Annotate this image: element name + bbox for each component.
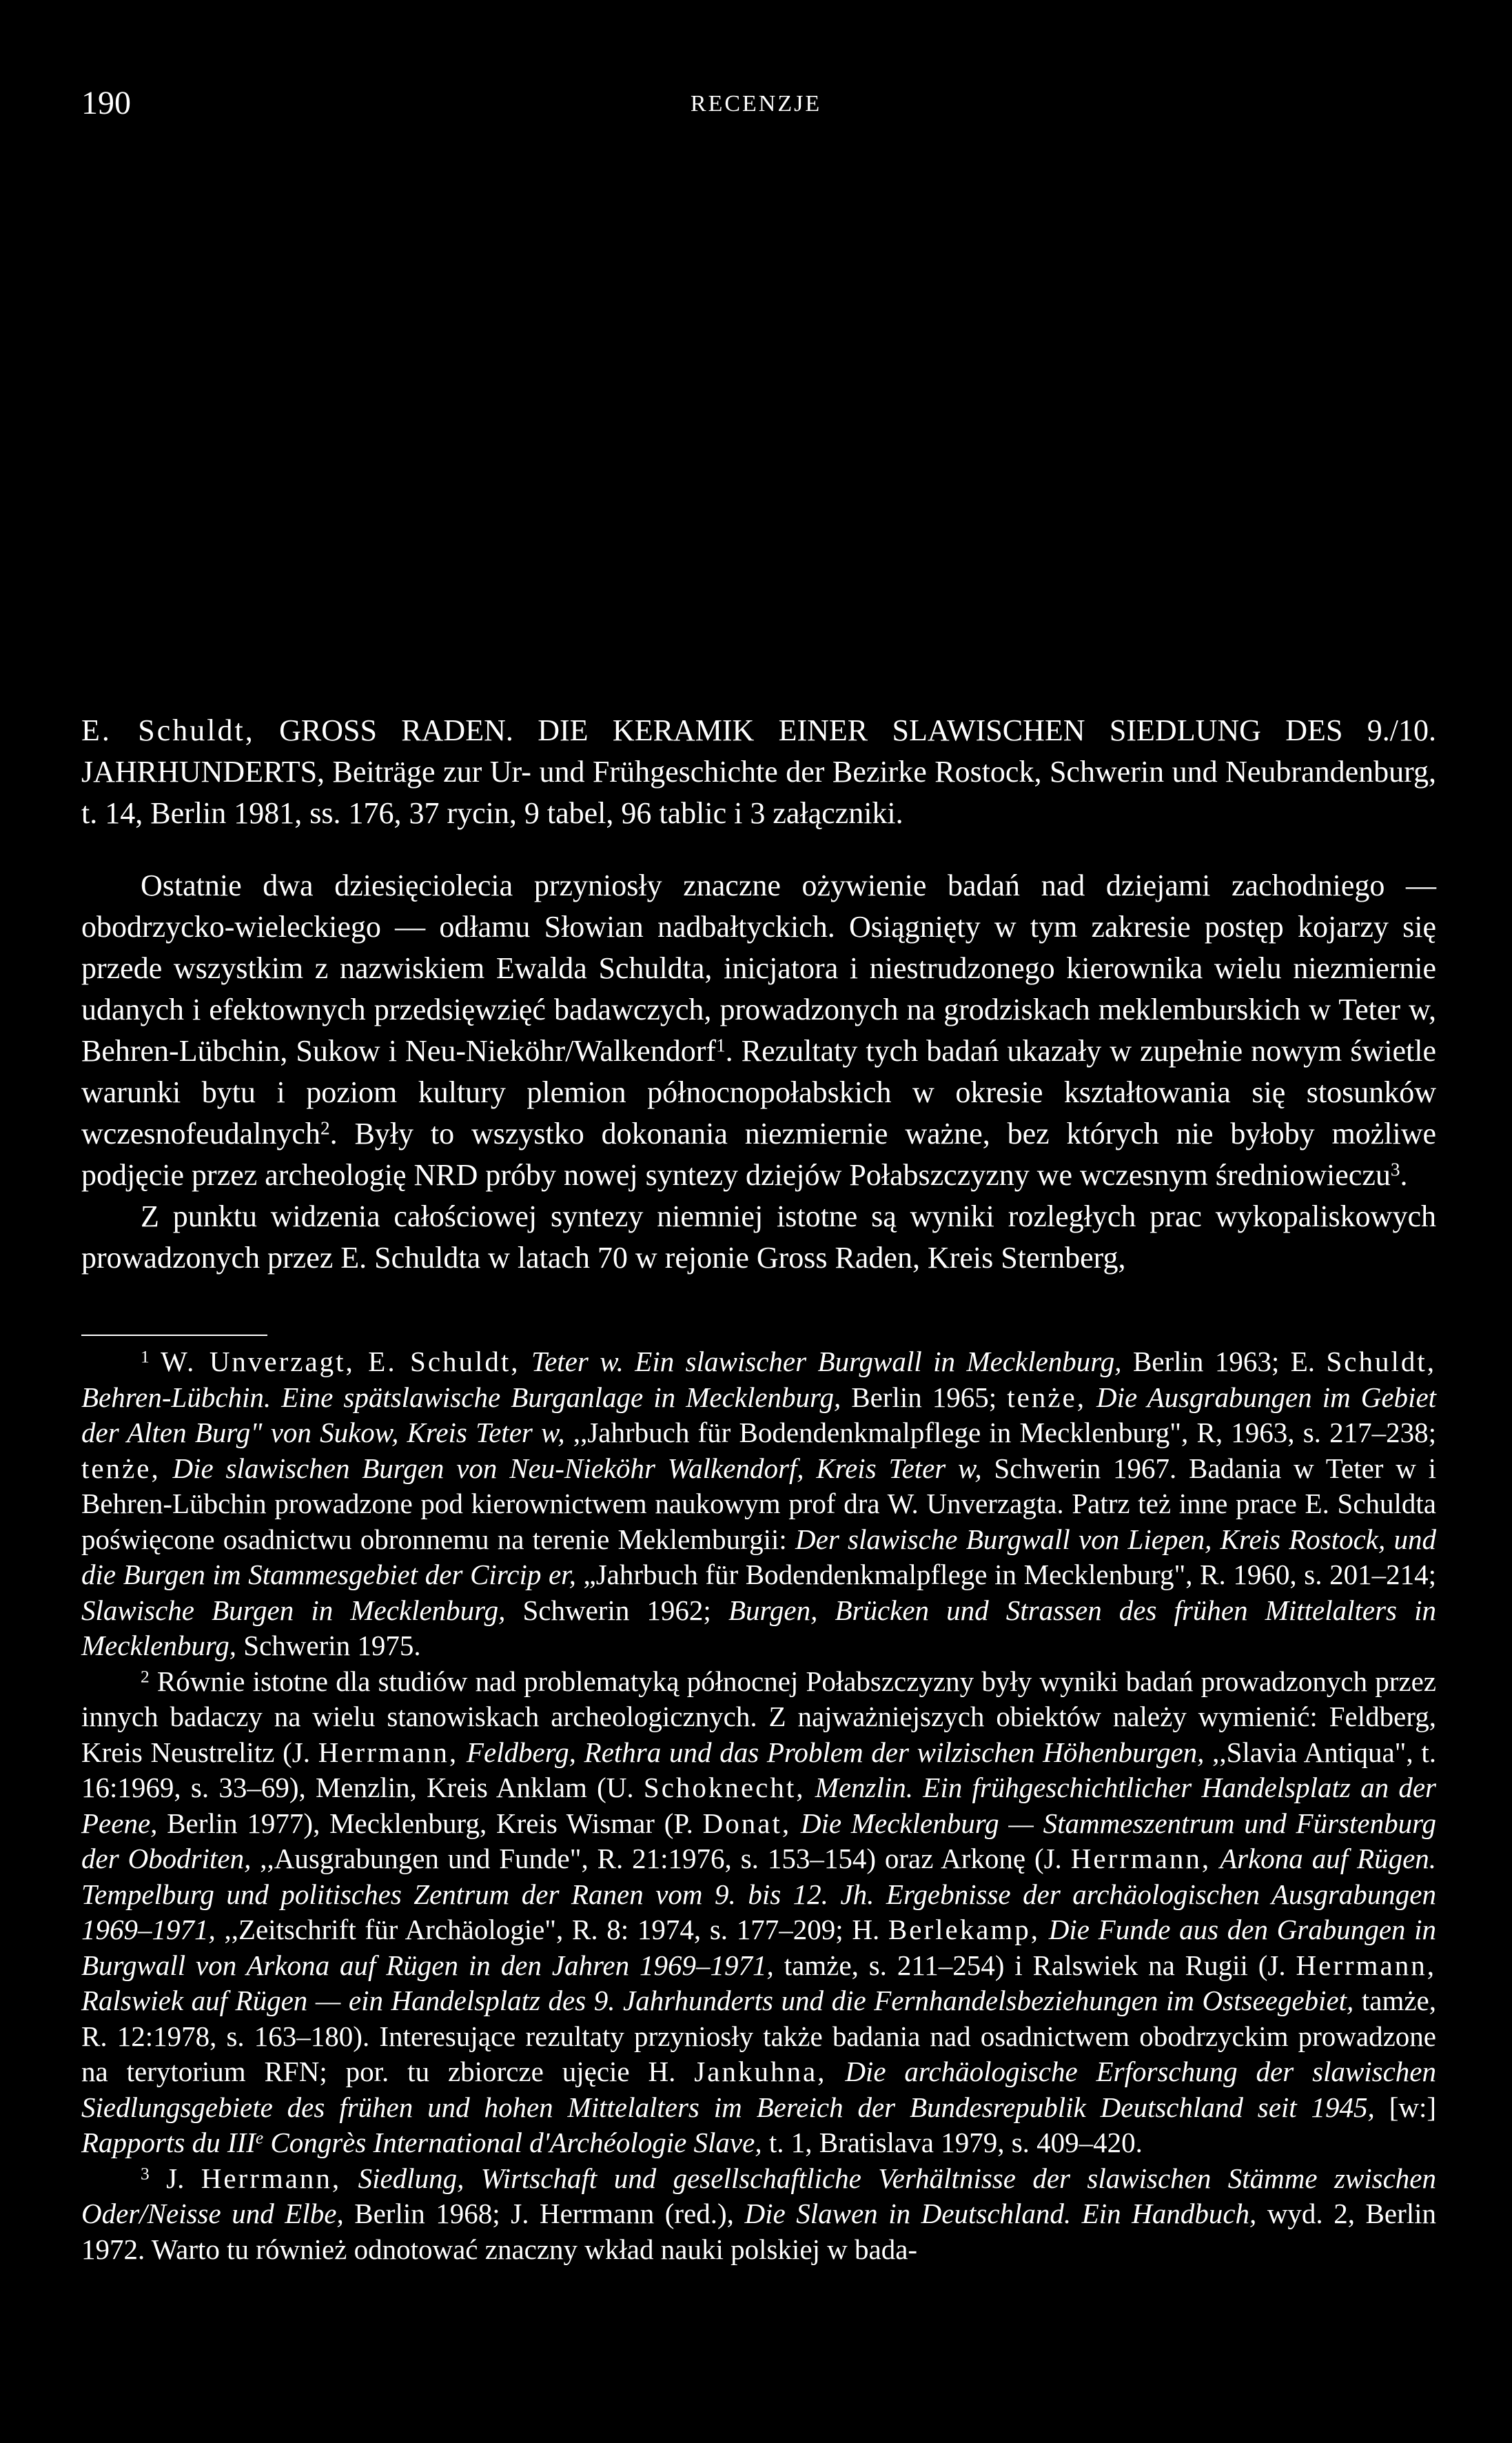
fn-text: „Jahrbuch für Bodendenkmalpflege in Mecklenburg", R. 1960, s. 201–214; [583, 1559, 1436, 1590]
fn-title: Slawische Burgen in Mecklenburg, [81, 1594, 506, 1626]
fn-text: ,,Slavia Antiqua", t. 16:1969, s. 33–69), Menzlin, Kreis Anklam (U. [81, 1736, 1437, 1803]
fn-title: Die Slawen in Deutschland. Ein Handbuch, [744, 2198, 1257, 2229]
fn-author: Herrmann, [1070, 1843, 1212, 1874]
review-citation [81, 710, 1436, 834]
body-text: Ostatnie dwa dziesięciolecia przyniosły znaczne ożywienie badań nad dziejami zachodniego — obodrzycko-wieleckiego — odłamu Słowian nadbałtyckich. Osiągnięty w tym zakresie postęp kojarzy się przede wszystkim z nazwiskiem Ewalda Schuldta, inicjatora i niestrudzonego kierownika wielu niezmiernie udanych i efektownych przedsięwzięć badawczych, prowadzonych na grodziskach meklemburskich w Teter w, Behren-Lübchin, Sukow i Neu-Nieköhr/Walkendorf [81, 869, 1436, 1068]
running-head: RECENZJE [690, 91, 822, 116]
body-text: . Były to wszystko dokonania niezmiernie ważne, bez których nie byłoby możliwe podjęcie przez archeologię NRD próby nowej syntezy dziejów Połabszczyzny we wczesnym średniowieczu [81, 1117, 1436, 1192]
fn-text: Berlin 1968; J. Herrmann (red.), [354, 2198, 734, 2229]
fn-text: t. 1, Bratislava 1979, s. 409–420. [768, 2127, 1143, 2158]
fn-title: Behren-Lübchin. Eine spätslawische Burganlage in Mecklenburg, [81, 1381, 841, 1413]
fn-title: Menzlin. Ein frühgeschichtlicher Handelsplatz an der Peene, [81, 1772, 1436, 1839]
fn-text: Berlin 1963; E. [1132, 1346, 1316, 1377]
body-paragraph-1 [81, 865, 1436, 1196]
fn-text: tamże, s. 211–254) i Ralswiek na Rugii (J. [784, 1949, 1286, 1981]
fn-text: [w:] [1389, 2091, 1436, 2123]
fn-title-sup: e [255, 2128, 264, 2148]
page-number: 190 [81, 85, 131, 121]
fn-text: Schwerin 1962; [522, 1594, 711, 1626]
fn-author: Schoknecht, [643, 1772, 806, 1803]
fn-title: Arkona auf Rügen. Tempelburg und politisches Zentrum der Ranen vom 9. bis 12. Jh. Ergebnisse der archäologischen Ausgrabungen 1969–1971, [81, 1843, 1437, 1945]
fn-title: Feldberg, Rethra und das Problem der wilzischen Höhenburgen, [466, 1736, 1205, 1768]
fn-text: Schwerin 1967. Badania w Teter w i Behren-Lübchin prowadzone pod kierownictwem naukowym prof dra W. Unverzagta. Patrz też inne prace E. Schuldta poświęcone osadnictwu obronnemu na terenie Meklemburgii: [81, 1452, 1437, 1555]
citation-text: GROSS RADEN. DIE KERAMIK EINER SLAWISCHEN SIEDLUNG DES 9./10. JAHRHUNDERTS, Beiträge zur Ur- und Frühgeschichte der Bezirke Rostock, Schwerin und Neubrandenburg, t. 14, Berlin 1981, ss. 176, 37 rycin, 9 tabel, 96 tablic i 3 załączniki. [81, 713, 1437, 830]
body-text: . [1400, 1158, 1408, 1192]
fn-title-part: Congrès International d'Archéologie Slave, [270, 2127, 762, 2158]
page-header [81, 84, 1431, 125]
footnote-ref-2: 2 [320, 1117, 330, 1139]
body-paragraph-2: Z punktu widzenia całościowej syntezy niemniej istotne są wyniki rozległych prac wykopaliskowych prowadzonych przez E. Schuldta w latach 70 w rejonie Gross Raden, Kreis Sternberg, [81, 1199, 1436, 1275]
footnote-number: 3 [141, 2163, 150, 2183]
body-text: . Rezultaty tych badań ukazały w zupełnie nowym świetle warunki bytu i poziom kultury plemion północnopołabskich w okresie kształtowania się stosunków wczesnofeudalnych [81, 1034, 1436, 1150]
citation-author: E. Schuldt, [81, 713, 255, 747]
fn-text: J. [166, 2162, 185, 2194]
fn-author: Schuldt, [1326, 1346, 1437, 1377]
fn-title: Burgen, Brücken und Strassen des frühen Mittelalters in Mecklenburg, [81, 1594, 1437, 1661]
fn-author: tenże, [1007, 1381, 1086, 1413]
fn-title: Die archäologische Erforschung der slawischen Siedlungsgebiete des frühen und hohen Mittelalters im Bereich der Bundesrepublik Deutschland seit 1945, [81, 2056, 1437, 2123]
fn-title: Die slawischen Burgen von Neu-Nieköhr Walkendorf, Kreis Teter w, [172, 1452, 982, 1484]
fn-author: Berlekamp, [888, 1914, 1041, 1945]
fn-title: Ralswiek auf Rügen — ein Handelsplatz des 9. Jahrhunderts und die Fernhandelsbeziehungen im Ostseegebiet, [81, 1985, 1354, 2016]
footnote-1 [81, 1344, 1436, 1664]
fn-text: wyd. 2, Berlin 1972. Warto tu również odnotować znaczny wkład nauki polskiej w bada- [81, 2198, 1437, 2265]
fn-text: W. Unverzagt, E. Schuldt, [161, 1346, 520, 1377]
footnote-3 [81, 2161, 1436, 2268]
fn-author: Herrmann, [318, 1736, 459, 1768]
footnote-number: 2 [141, 1666, 150, 1686]
fn-title: Siedlung, Wirtschaft und gesellschaftliche Verhältnisse der slawischen Stämme zwischen Oder/Neisse und Elbe, [81, 2162, 1436, 2229]
footnote-ref-3: 3 [1390, 1159, 1400, 1180]
fn-title-part: Rapports du III [81, 2127, 256, 2158]
fn-text: ,,Ausgrabungen und Funde", R. 21:1976, s. 153–154) oraz Arkonę (J. [260, 1843, 1062, 1874]
fn-author: Herrmann, [201, 2162, 342, 2194]
fn-text: Berlin 1977), Mecklenburg, Kreis Wismar (P. [167, 1807, 693, 1839]
footnote-ref-1: 1 [716, 1035, 726, 1056]
fn-title [81, 2127, 762, 2158]
fn-text: ,,Jahrbuch für Bodendenkmalpflege in Mecklenburg", R, 1963, s. 217–238; [573, 1417, 1437, 1448]
fn-author: tenże, [81, 1452, 161, 1484]
fn-author: Jankuhna, [694, 2056, 827, 2087]
fn-title: Die Ausgrabungen im Gebiet der Alten Burg" von Sukow, Kreis Teter w, [81, 1381, 1437, 1448]
fn-title: Teter w. Ein slawischer Burgwall in Mecklenburg, [531, 1346, 1122, 1377]
fn-text: Równie istotne dla studiów nad problematyką północnej Połabszczyzny były wyniki badań prowadzonych przez innych badaczy na wielu stanowiskach archeologicznych. Z najważniejszych obiektów należy wymienić: Feldberg, Kreis Neustrelitz (J. [81, 1665, 1436, 1768]
fn-title: Die Funde aus den Grabungen in Burgwall von Arkona auf Rügen in den Jahren 1969–1971, [81, 1914, 1437, 1981]
footnote-2 [81, 1664, 1436, 2161]
fn-text: ,,Zeitschrift für Archäologie", R. 8: 1974, s. 177–209; H. [224, 1914, 880, 1945]
footnotes [81, 1344, 1436, 2267]
fn-text: Schwerin 1975. [243, 1630, 421, 1661]
fn-author: Donat, [702, 1807, 792, 1839]
fn-author: Herrmann, [1296, 1949, 1436, 1981]
fn-text: Berlin 1965; [851, 1381, 997, 1413]
fn-text: tamże, R. 12:1978, s. 163–180). Interesujące rezultaty przyniosły także badania nad osadnictwem obodrzyckim prowadzone na terytorium RFN; por. tu zbiorcze ujęcie H. [81, 1985, 1437, 2087]
footnote-number: 1 [141, 1347, 150, 1367]
fn-title: Der slawische Burgwall von Liepen, Kreis Rostock, und die Burgen im Stammesgebiet der Circip er, [81, 1523, 1436, 1590]
fn-title: Die Mecklenburg — Stammeszentrum und Fürstenburg der Obodriten, [81, 1807, 1437, 1874]
footnote-separator [81, 1335, 267, 1336]
review-body [81, 865, 1436, 1279]
